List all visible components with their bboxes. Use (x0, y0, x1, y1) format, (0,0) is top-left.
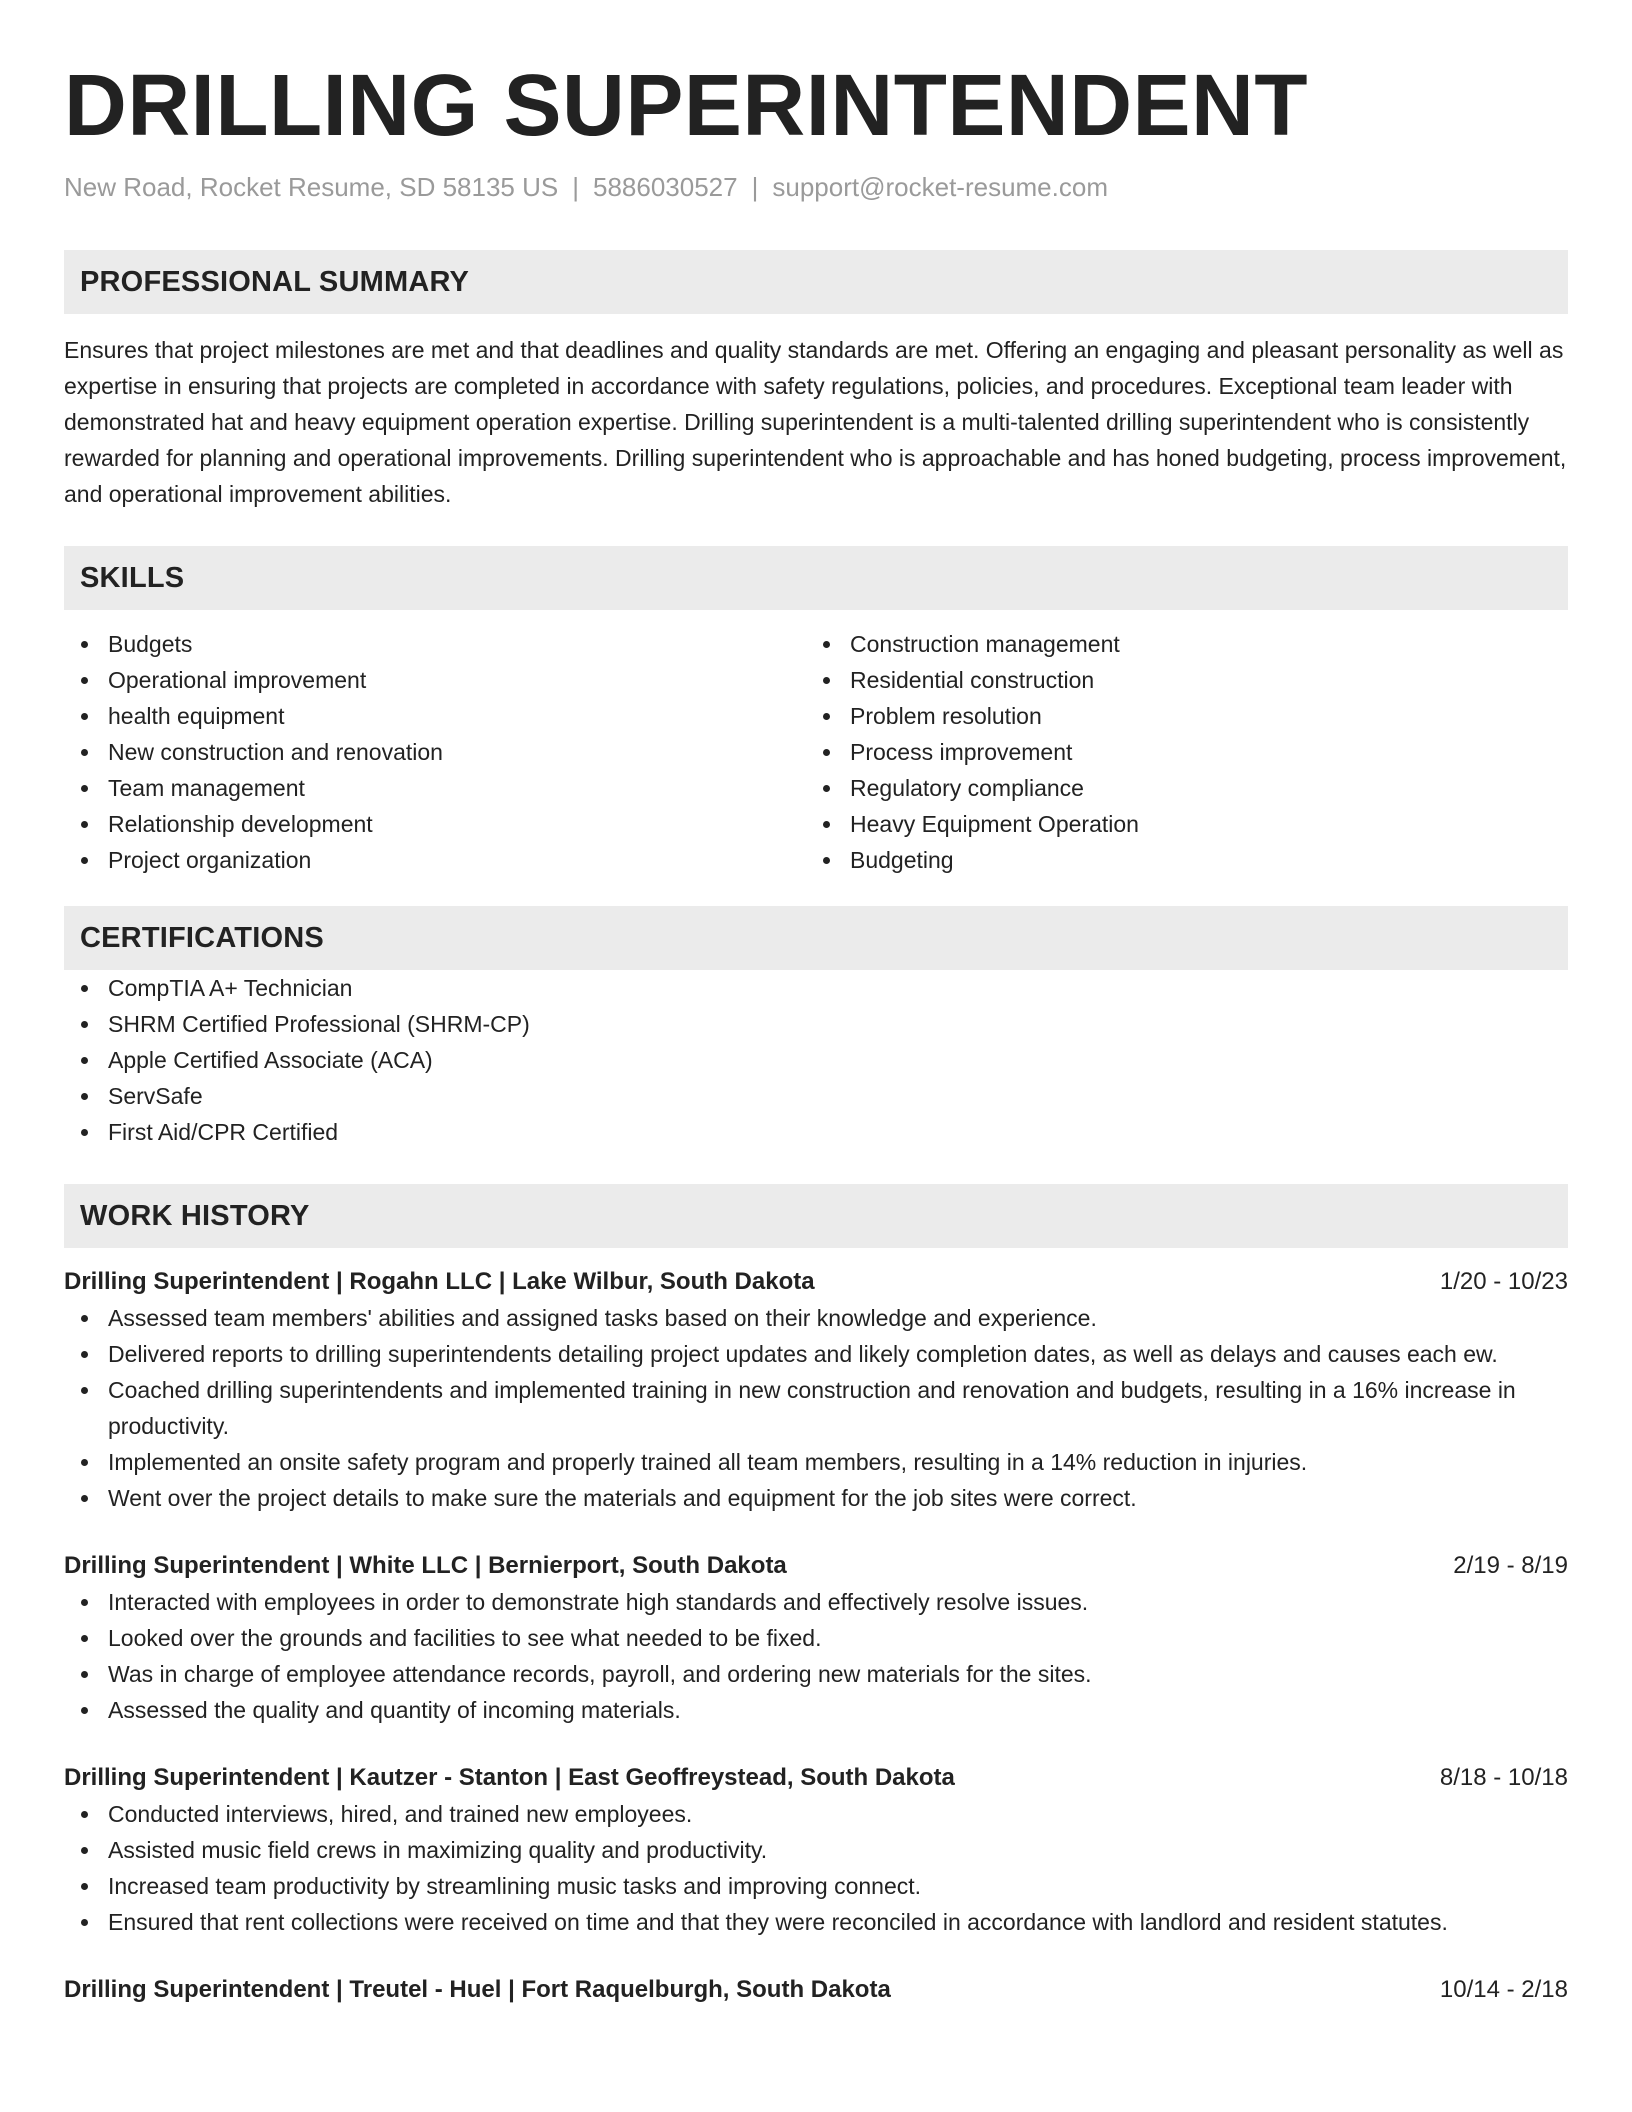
candidate-name: DRILLING SUPERINTENDENT (64, 57, 1309, 154)
skills-column-left (64, 626, 806, 878)
job-bullets (64, 1584, 1568, 1728)
job-bullets (64, 1300, 1568, 1516)
job-bullet: Increased team productivity by streamlining music tasks and improving connect. (64, 1868, 1568, 1904)
job-bullet: Assessed team members' abilities and assigned tasks based on their knowledge and experience. (64, 1300, 1568, 1336)
summary-section-title: PROFESSIONAL SUMMARY (80, 265, 470, 298)
job-bullets (64, 1796, 1568, 1940)
certification-item: ServSafe (64, 1078, 1568, 1114)
certification-item: SHRM Certified Professional (SHRM-CP) (64, 1006, 1568, 1042)
job-bullet: Coached drilling superintendents and implemented training in new construction and renovation and budgets, resulting in a 16% increase in productivity. (64, 1372, 1568, 1444)
contact-phone: 5886030527 (593, 172, 738, 202)
contact-address: New Road, Rocket Resume, SD 58135 US (64, 172, 559, 202)
job-entry (64, 1760, 1568, 1940)
job-bullet: Delivered reports to drilling superintendents detailing project updates and likely completion dates, as well as delays and causes each ew. (64, 1336, 1568, 1372)
job-header (64, 1760, 1568, 1796)
certifications-section-header (64, 906, 1568, 970)
skill-item: Team management (64, 770, 806, 806)
job-bullet: Looked over the grounds and facilities to see what needed to be fixed. (64, 1620, 1568, 1656)
skills-section-header (64, 546, 1568, 610)
skill-item: Construction management (806, 626, 1548, 662)
job-heading: Drilling Superintendent | Kautzer - Stanton | East Geoffreystead, South Dakota (64, 1764, 955, 1791)
certifications-section-title: CERTIFICATIONS (80, 921, 324, 954)
skill-item: health equipment (64, 698, 806, 734)
certification-item: CompTIA A+ Technician (64, 970, 1568, 1006)
skill-item: Process improvement (806, 734, 1548, 770)
job-entry (64, 1972, 1568, 2008)
summary-text: Ensures that project milestones are met and that deadlines and quality standards are met. Offering an engaging and pleasant personality as well as expertise in ensuring that projects are completed in accordance with safety regulations, policies, and procedures. Exceptional team leader with demonstrated hat and heavy equipment operation expertise. Drilling superintendent is a multi-talented drilling superintendent who is consistently rewarded for planning and operational improvements. Drilling superintendent who is approachable and has honed budgeting, process improvement, and operational improvement abilities. (64, 337, 1567, 507)
job-bullet: Was in charge of employee attendance records, payroll, and ordering new materials for the sites. (64, 1656, 1568, 1692)
skills-column-right (806, 626, 1548, 878)
job-heading: Drilling Superintendent | White LLC | Bernierport, South Dakota (64, 1552, 787, 1579)
job-bullet: Implemented an onsite safety program and properly trained all team members, resulting in a 14% reduction in injuries. (64, 1444, 1568, 1480)
skill-item: Regulatory compliance (806, 770, 1548, 806)
skill-item: Budgets (64, 626, 806, 662)
resume-page (64, 0, 1568, 2008)
job-bullet: Assisted music field crews in maximizing quality and productivity. (64, 1832, 1568, 1868)
skill-item: Residential construction (806, 662, 1548, 698)
skill-item: Heavy Equipment Operation (806, 806, 1548, 842)
summary-section-header (64, 250, 1568, 314)
job-dates: 10/14 - 2/18 (1439, 1976, 1568, 2003)
job-entry (64, 1264, 1568, 1516)
job-header (64, 1264, 1568, 1300)
skills-section-title: SKILLS (80, 561, 185, 594)
skill-item: New construction and renovation (64, 734, 806, 770)
contact-line (64, 170, 1568, 204)
skill-item: Budgeting (806, 842, 1548, 878)
certifications-list (64, 970, 1568, 1150)
skills-list (64, 626, 1568, 878)
job-bullet: Conducted interviews, hired, and trained new employees. (64, 1796, 1568, 1832)
skill-item: Project organization (64, 842, 806, 878)
job-dates: 8/18 - 10/18 (1439, 1764, 1568, 1791)
job-heading: Drilling Superintendent | Treutel - Huel | Fort Raquelburgh, South Dakota (64, 1976, 891, 2003)
job-dates: 1/20 - 10/23 (1439, 1268, 1568, 1295)
job-entry (64, 1548, 1568, 1728)
job-bullet: Interacted with employees in order to demonstrate high standards and effectively resolve issues. (64, 1584, 1568, 1620)
job-dates: 2/19 - 8/19 (1453, 1552, 1568, 1579)
job-heading: Drilling Superintendent | Rogahn LLC | Lake Wilbur, South Dakota (64, 1268, 815, 1295)
job-header (64, 1548, 1568, 1584)
contact-separator: | (751, 172, 759, 202)
work-history-section-header (64, 1184, 1568, 1248)
skill-item: Relationship development (64, 806, 806, 842)
work-history-section-title: WORK HISTORY (80, 1199, 310, 1232)
job-bullet: Ensured that rent collections were received on time and that they were reconciled in accordance with landlord and resident statutes. (64, 1904, 1568, 1940)
certification-item: First Aid/CPR Certified (64, 1114, 1568, 1150)
job-bullet: Went over the project details to make sure the materials and equipment for the job sites were correct. (64, 1480, 1568, 1516)
job-header (64, 1972, 1568, 2008)
skill-item: Operational improvement (64, 662, 806, 698)
job-bullet: Assessed the quality and quantity of incoming materials. (64, 1692, 1568, 1728)
certification-item: Apple Certified Associate (ACA) (64, 1042, 1568, 1078)
contact-separator: | (572, 172, 579, 202)
skill-item: Problem resolution (806, 698, 1548, 734)
contact-email: support@rocket-resume.com (772, 172, 1108, 202)
